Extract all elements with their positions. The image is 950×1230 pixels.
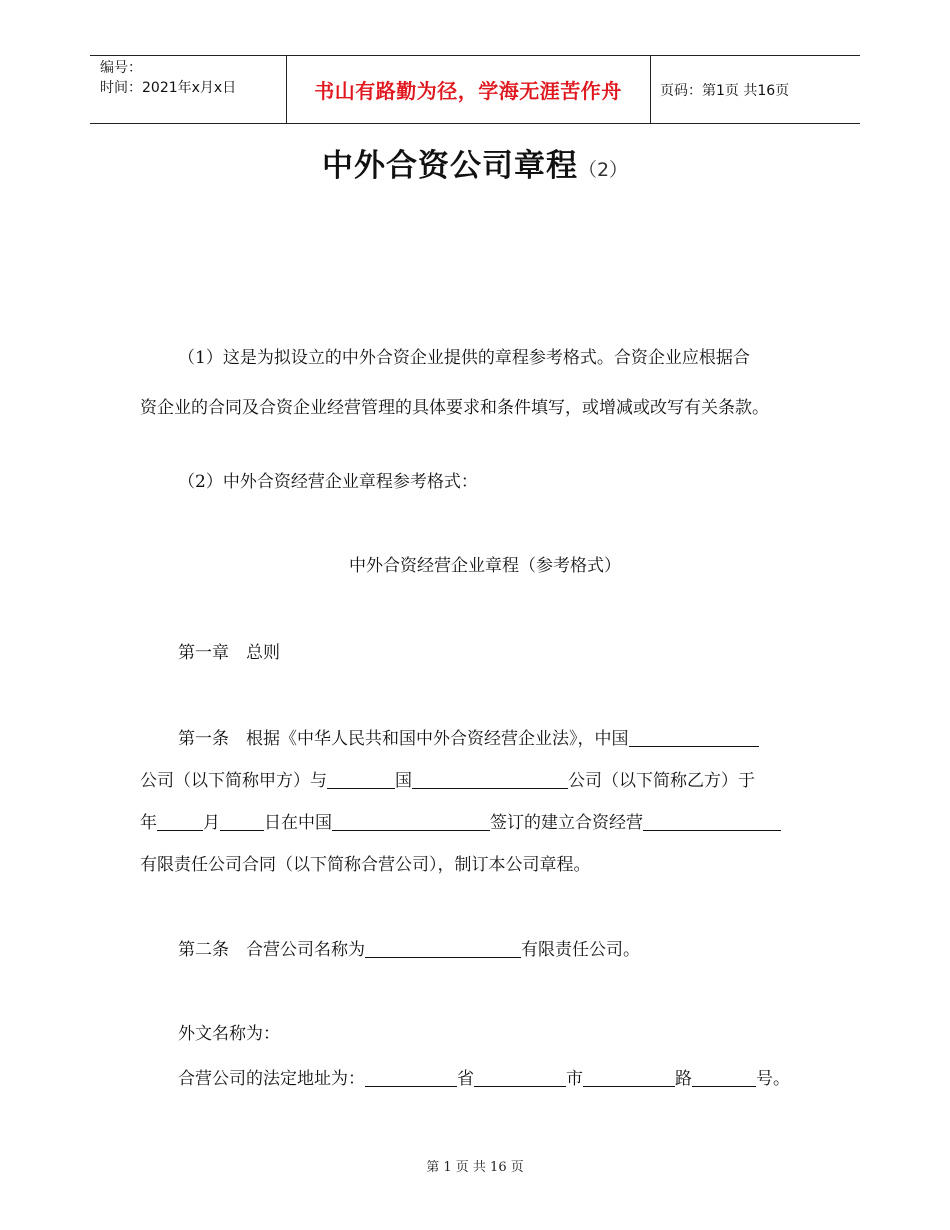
chapter-heading: 第一章 总则 bbox=[178, 643, 280, 663]
article-line bbox=[140, 767, 755, 795]
section-title: 中外合资经营企业章程（参考格式） bbox=[349, 556, 621, 576]
article-text: 号。 bbox=[756, 1069, 790, 1089]
article-text: 国 bbox=[395, 771, 412, 791]
blank-field[interactable] bbox=[583, 1068, 675, 1087]
time-label: 时间：2021年x月x日 bbox=[100, 80, 237, 96]
article-line: 有限责任公司合同（以下简称合营公司），制订本公司章程。 bbox=[140, 855, 591, 875]
title-sub: （2） bbox=[577, 159, 629, 181]
article-line bbox=[178, 936, 640, 964]
article-text: 年 bbox=[140, 813, 157, 833]
blank-field[interactable] bbox=[474, 1068, 566, 1087]
header-page-info: 页码：第1页 共16页 bbox=[660, 82, 790, 99]
doc-number-label: 编号： bbox=[100, 60, 142, 76]
article-text: 日在中国 bbox=[264, 813, 332, 833]
blank-field[interactable] bbox=[365, 1068, 457, 1087]
blank-field[interactable] bbox=[365, 939, 521, 958]
blank-field[interactable] bbox=[332, 812, 490, 831]
blank-field[interactable] bbox=[643, 812, 781, 831]
article-text: 省 bbox=[457, 1069, 474, 1089]
blank-field[interactable] bbox=[412, 770, 568, 789]
article-line bbox=[178, 725, 759, 753]
blank-field[interactable] bbox=[692, 1068, 756, 1087]
article-text: 第二条 合营公司名称为 bbox=[178, 940, 365, 960]
article-text: 签订的建立合资经营 bbox=[490, 813, 643, 833]
article-text: 合营公司的法定地址为： bbox=[178, 1069, 365, 1089]
paragraph: （2）中外合资经营企业章程参考格式： bbox=[178, 472, 478, 492]
article-text: 月 bbox=[203, 813, 220, 833]
article-text: 公司（以下简称乙方）于 bbox=[568, 771, 755, 791]
blank-field[interactable] bbox=[629, 728, 759, 747]
page-footer: 第 1 页 共 16 页 bbox=[426, 1160, 524, 1175]
article-line bbox=[140, 809, 781, 837]
title-main: 中外合资公司章程 bbox=[321, 148, 578, 184]
document-body bbox=[140, 0, 830, 1230]
paragraph: （1）这是为拟设立的中外合资企业提供的章程参考格式。合资企业应根据合 bbox=[178, 348, 750, 368]
article-line bbox=[178, 1065, 790, 1093]
paragraph: 外文名称为： bbox=[178, 1024, 280, 1044]
paragraph: 资企业的合同及合资企业经营管理的具体要求和条件填写，或增减或改写有关条款。 bbox=[140, 398, 769, 418]
article-text: 有限责任公司。 bbox=[521, 940, 640, 960]
article-text: 公司（以下简称甲方）与 bbox=[140, 771, 327, 791]
blank-field[interactable] bbox=[220, 812, 264, 831]
blank-field[interactable] bbox=[157, 812, 203, 831]
article-text: 路 bbox=[675, 1069, 692, 1089]
article-text: 市 bbox=[566, 1069, 583, 1089]
article-text: 第一条 根据《中华人民共和国中外合资经营企业法》，中国 bbox=[178, 729, 629, 749]
header-motto: 书山有路勤为径，学海无涯苦作舟 bbox=[314, 79, 622, 103]
blank-field[interactable] bbox=[327, 770, 395, 789]
